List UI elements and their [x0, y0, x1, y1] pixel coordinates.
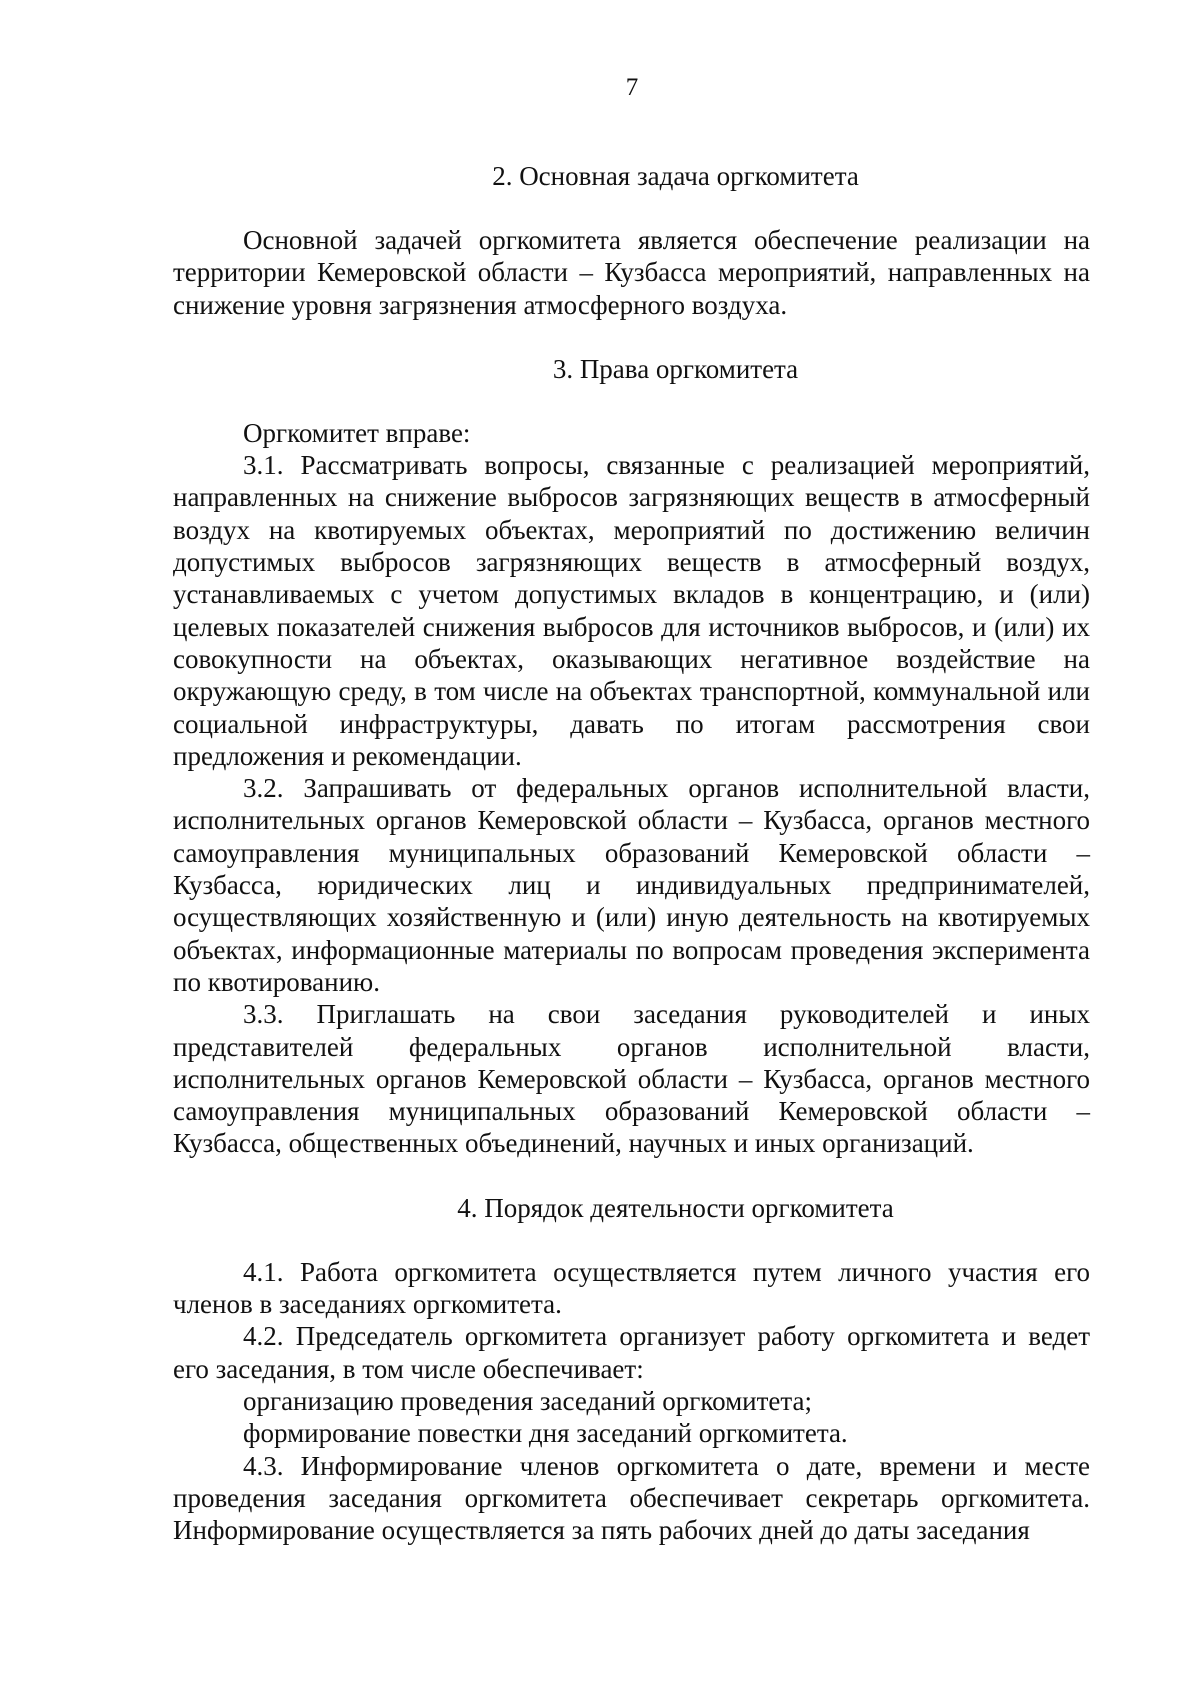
paragraph-4-1: 4.1. Работа оргкомитета осуществляется путем личного участия его членов в заседаниях оргкомитета.: [173, 1256, 1090, 1320]
paragraph-3-2: 3.2. Запрашивать от федеральных органов исполнительной власти, исполнительных органов Кемеровской области – Кузбасса, органов местного самоуправления муниципальных образований Кемеровской области – Кузбасса, юридических лиц и индивидуальных предпринимателей, осуществляющих хозяйственную и (или) иную деятельность на квотируемых объектах, информационные материалы по вопросам проведения эксперимента по квотированию.: [173, 773, 1090, 997]
paragraph-4-2-item-2: формирование повестки дня заседаний оргкомитета.: [243, 1418, 848, 1449]
paragraph-4-3: 4.3. Информирование членов оргкомитета о дате, времени и месте проведения заседания оргкомитета обеспечивает секретарь оргкомитета. Информирование осуществляется за пять рабочих дней до даты заседания: [173, 1450, 1090, 1546]
page-number: 7: [625, 74, 639, 101]
paragraph-4-2-item-1: организацию проведения заседаний оргкомитета;: [243, 1385, 813, 1416]
section-heading-2: 2. Основная задача оргкомитета: [492, 161, 859, 191]
section-heading-4: 4. Порядок деятельности оргкомитета: [457, 1192, 894, 1223]
document-body: [173, 160, 1090, 1546]
paragraph-2-main-task: Основной задачей оргкомитета является обеспечение реализации на территории Кемеровской области – Кузбасса мероприятий, направленных на снижение уровня загрязнения атмосферного воздуха.: [173, 225, 1090, 320]
paragraph-3-1: 3.1. Рассматривать вопросы, связанные с реализацией мероприятий, направленных на снижение выбросов загрязняющих веществ в атмосферный воздух на квотируемых объектах, мероприятий по достижению величин допустимых выбросов загрязняющих веществ в атмосферный воздух, устанавливаемых с учетом допустимых вкладов в концентрацию, и (или) целевых показателей снижения выбросов для источников выбросов, и (или) их совокупности на объектах, оказывающих негативное воздействие на окружающую среду, в том числе на объектах транспортной, коммунальной или социальной инфраструктуры, давать по итогам рассмотрения свои предложения и рекомендации.: [173, 450, 1090, 771]
paragraph-3-intro: Оргкомитет вправе:: [243, 417, 471, 448]
section-heading-3: 3. Права оргкомитета: [552, 353, 799, 384]
paragraph-3-3: 3.3. Приглашать на свои заседания руководителей и иных представителей федеральных органов исполнительной власти, исполнительных органов Кемеровской области – Кузбасса, органов местного самоуправления муниципальных образований Кемеровской области – Кузбасса, общественных объединений, научных и иных организаций.: [173, 999, 1090, 1159]
paragraph-4-2: 4.2. Председатель оргкомитета организует работу оргкомитета и ведет его заседания, в том числе обеспечивает:: [173, 1321, 1090, 1384]
